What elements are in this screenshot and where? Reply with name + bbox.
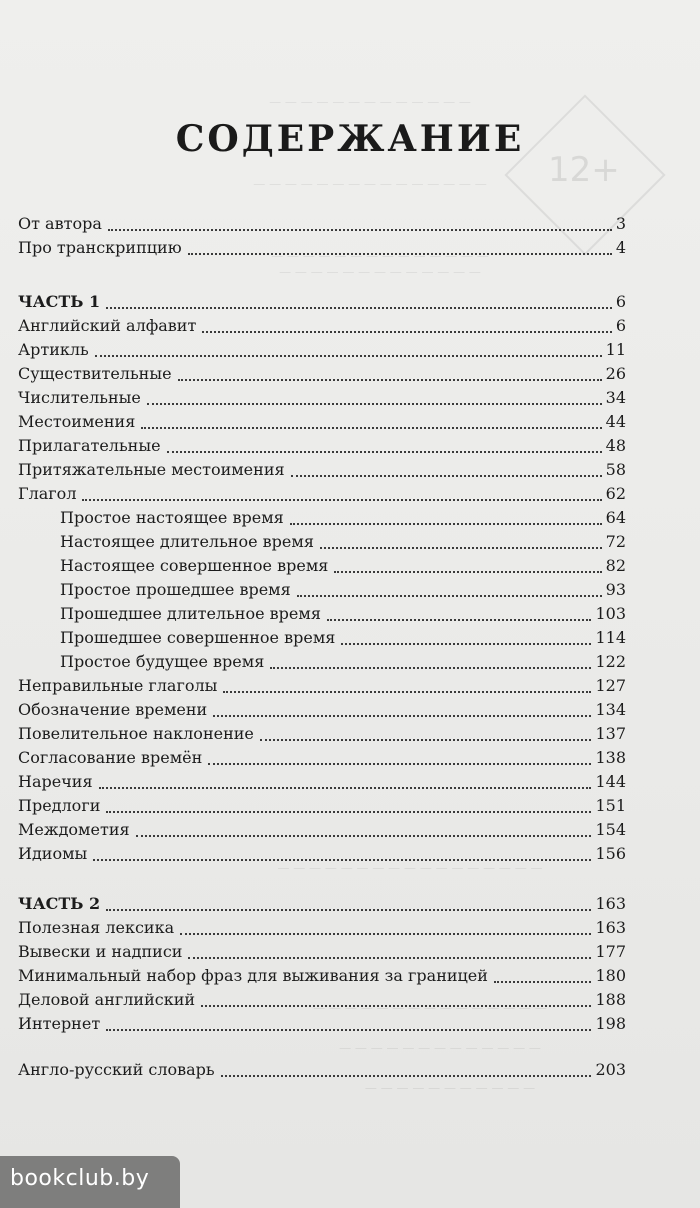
toc-entry[interactable]: [18, 338, 626, 362]
toc-entry-label: Неправильные глаголы: [18, 676, 218, 695]
toc-entry-page: 64: [605, 508, 626, 527]
toc-entry-page: 156: [595, 844, 626, 863]
toc-entry-page: 188: [595, 990, 626, 1009]
toc-entry-label: Артикль: [18, 340, 89, 359]
toc-entry-label: Наречия: [18, 772, 93, 791]
toc-entry-page: 6: [615, 316, 626, 335]
leader-dots: [260, 739, 592, 741]
toc-entry-page: 144: [595, 772, 626, 791]
toc-entry-label: Согласование времён: [18, 748, 203, 767]
toc-entry-label: Идиомы: [18, 844, 88, 863]
toc-part-heading[interactable]: [18, 892, 626, 916]
leader-dots: [213, 715, 591, 717]
toc-entry-label: Деловой английский: [18, 990, 196, 1009]
toc-subentry-label: Настоящее совершенное время: [60, 556, 329, 575]
ghost-text: — — — — — — — — — — — — — — — — —: [277, 861, 543, 875]
toc-subentry[interactable]: [18, 506, 626, 530]
watermark-banner: [0, 1156, 180, 1208]
toc-subentry-label: Прошедшее совершенное время: [60, 628, 336, 647]
leader-dots: [327, 619, 592, 621]
leader-dots: [106, 307, 612, 309]
toc-entry[interactable]: [18, 698, 626, 722]
toc-entry[interactable]: [18, 458, 626, 482]
ghost-text: — — — — — — — — — — — — — —: [271, 249, 489, 263]
toc-entry[interactable]: [18, 314, 626, 338]
toc-entry-page: 34: [605, 388, 626, 407]
toc-entry[interactable]: [18, 674, 626, 698]
leader-dots: [136, 835, 592, 837]
toc-entry[interactable]: [18, 964, 626, 988]
toc-entry-label: Минимальный набор фраз для выживания за границей: [18, 966, 488, 985]
toc-subentry[interactable]: [18, 530, 626, 554]
ghost-age-badge-text: 12+: [548, 150, 620, 190]
toc-entry-page: 58: [605, 460, 626, 479]
toc-subentry-label: Настоящее длительное время: [60, 532, 314, 551]
leader-dots: [108, 229, 612, 231]
toc-entry-label: Полезная лексика: [18, 918, 175, 937]
ghost-text: — — — — — — — — — — — — — — —: [253, 177, 487, 191]
leader-dots: [99, 787, 592, 789]
leader-dots: [141, 427, 601, 429]
page-title: СОДЕРЖАНИЕ: [175, 118, 525, 160]
leader-dots: [297, 595, 602, 597]
toc-subentry[interactable]: [18, 554, 626, 578]
toc-entry-label: Прилагательные: [18, 436, 161, 455]
toc-entry-label: Английский алфавит: [18, 316, 197, 335]
toc-subentry-label: Простое прошедшее время: [60, 580, 291, 599]
toc-entry[interactable]: [18, 1012, 626, 1036]
toc-entry-label: Интернет: [18, 1014, 101, 1033]
table-of-contents: [18, 212, 626, 1082]
leader-dots: [93, 859, 591, 861]
toc-entry[interactable]: [18, 1058, 626, 1082]
toc-entry-page: 154: [595, 820, 626, 839]
toc-entry-page: 163: [595, 918, 626, 937]
toc-entry-label: Вывески и надписи: [18, 942, 183, 961]
leader-dots: [201, 1005, 591, 1007]
toc-entry-page: 114: [595, 628, 626, 647]
leader-dots: [320, 547, 602, 549]
toc-entry[interactable]: [18, 212, 626, 236]
leader-dots: [106, 1029, 591, 1031]
toc-entry[interactable]: [18, 988, 626, 1012]
toc-entry-page: 103: [595, 604, 626, 623]
toc-entry[interactable]: [18, 842, 626, 866]
watermark-text: bookclub.by: [10, 1166, 150, 1191]
toc-entry-label: Междометия: [18, 820, 130, 839]
toc-entry[interactable]: [18, 482, 626, 506]
leader-dots: [82, 499, 601, 501]
toc-entry[interactable]: [18, 386, 626, 410]
toc-entry-label: Местоимения: [18, 412, 136, 431]
leader-dots: [106, 811, 591, 813]
toc-entry-page: 163: [595, 894, 626, 913]
leader-dots: [221, 1075, 592, 1077]
toc-entry[interactable]: [18, 746, 626, 770]
toc-entry-page: 203: [595, 1060, 626, 1079]
toc-entry[interactable]: [18, 722, 626, 746]
leader-dots: [208, 763, 591, 765]
toc-entry-page: 93: [605, 580, 626, 599]
toc-entry-page: 127: [595, 676, 626, 695]
ghost-text: — — — — — — — — — — —: [364, 1081, 536, 1095]
toc-part-label: ЧАСТЬ 1: [18, 292, 101, 311]
leader-dots: [334, 571, 601, 573]
toc-entry-label: Обозначение времени: [18, 700, 208, 719]
leader-dots: [341, 643, 591, 645]
toc-part-heading[interactable]: [18, 290, 626, 314]
toc-entry-page: 6: [615, 292, 626, 311]
toc-entry-page: 44: [605, 412, 626, 431]
toc-entry-label: Предлоги: [18, 796, 101, 815]
leader-dots: [202, 331, 611, 333]
toc-subentry[interactable]: [18, 602, 626, 626]
toc-entry-page: 177: [595, 942, 626, 961]
toc-subentry[interactable]: [18, 626, 626, 650]
ghost-text: — — — — — — — — — — — — — — —: [313, 1001, 547, 1015]
toc-entry-label: Притяжательные местоимения: [18, 460, 285, 479]
toc-entry-page: 72: [605, 532, 626, 551]
toc-entry-label: Существительные: [18, 364, 172, 383]
toc-entry[interactable]: [18, 794, 626, 818]
toc-subentry-label: Простое настоящее время: [60, 508, 284, 527]
leader-dots: [291, 475, 602, 477]
leader-dots: [494, 981, 592, 983]
leader-dots: [223, 691, 591, 693]
toc-entry-label: Про транскрипцию: [18, 238, 182, 257]
toc-entry-page: 122: [595, 652, 626, 671]
toc-entry-page: 198: [595, 1014, 626, 1033]
toc-entry-page: 26: [605, 364, 626, 383]
toc-entry[interactable]: [18, 818, 626, 842]
toc-entry[interactable]: [18, 916, 626, 940]
toc-entry[interactable]: [18, 236, 626, 260]
toc-entry-page: 138: [595, 748, 626, 767]
toc-entry-page: 137: [595, 724, 626, 743]
leader-dots: [270, 667, 591, 669]
toc-entry-label: Числительные: [18, 388, 141, 407]
ghost-text: — — — — — — — — — — — — —: [269, 95, 471, 109]
leader-dots: [106, 909, 591, 911]
toc-entry[interactable]: [18, 770, 626, 794]
leader-dots: [95, 355, 602, 357]
toc-entry-label: Повелительное наклонение: [18, 724, 254, 743]
toc-entry-page: 48: [605, 436, 626, 455]
toc-entry-label: Англо-русский словарь: [18, 1060, 215, 1079]
leader-dots: [290, 523, 602, 525]
toc-entry-page: 11: [605, 340, 626, 359]
toc-entry-page: 151: [595, 796, 626, 815]
toc-entry-page: 180: [595, 966, 626, 985]
toc-entry-page: 3: [615, 214, 626, 233]
leader-dots: [180, 933, 591, 935]
toc-entry-page: 62: [605, 484, 626, 503]
toc-entry[interactable]: [18, 434, 626, 458]
toc-subentry[interactable]: [18, 578, 626, 602]
toc-subentry[interactable]: [18, 650, 626, 674]
toc-part-label: ЧАСТЬ 2: [18, 894, 101, 913]
leader-dots: [147, 403, 602, 405]
toc-entry-label: Глагол: [18, 484, 77, 503]
leader-dots: [188, 253, 612, 255]
ghost-text: — — — — — — — — — — — — —: [279, 265, 481, 279]
toc-entry[interactable]: [18, 940, 626, 964]
toc-entry[interactable]: [18, 410, 626, 434]
toc-entry-page: 82: [605, 556, 626, 575]
leader-dots: [178, 379, 602, 381]
leader-dots: [167, 451, 602, 453]
toc-entry-page: 4: [615, 238, 626, 257]
toc-subentry-label: Простое будущее время: [60, 652, 265, 671]
leader-dots: [188, 957, 591, 959]
toc-entry[interactable]: [18, 362, 626, 386]
ghost-text: — — — — — — — — — — — — —: [339, 1041, 541, 1055]
toc-subentry-label: Прошедшее длительное время: [60, 604, 321, 623]
toc-entry-label: От автора: [18, 214, 102, 233]
toc-entry-page: 134: [595, 700, 626, 719]
